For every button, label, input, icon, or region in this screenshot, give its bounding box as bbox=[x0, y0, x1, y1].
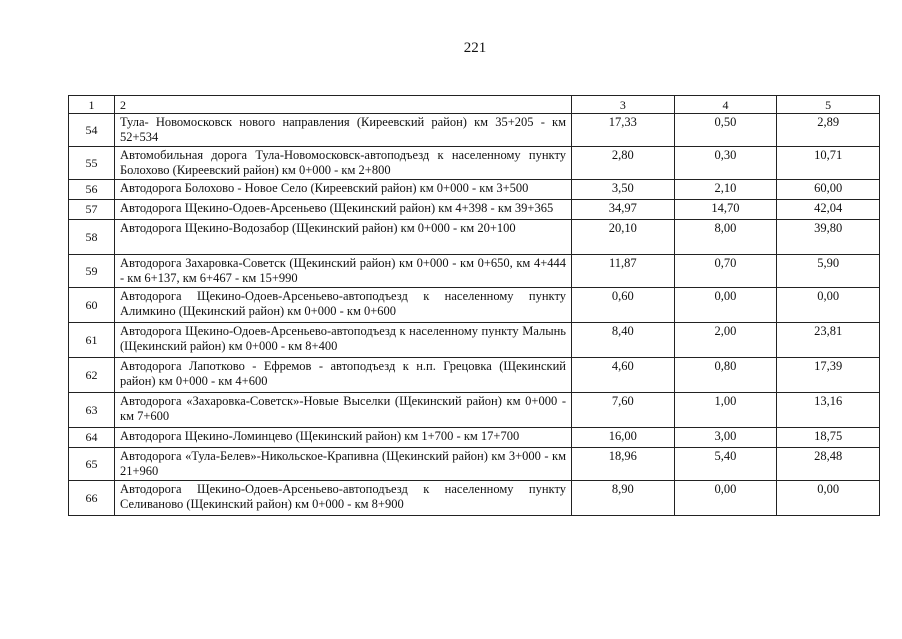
col-5-value: 0,00 bbox=[777, 288, 880, 323]
col-3-value: 20,10 bbox=[572, 220, 675, 255]
road-name: Автодорога Щекино-Одоев-Арсеньево (Щекинский район) км 4+398 - км 39+365 bbox=[115, 200, 572, 220]
table-row bbox=[69, 147, 880, 180]
row-number: 59 bbox=[69, 255, 115, 288]
table-row bbox=[69, 428, 880, 448]
road-name: Автодорога Щекино-Одоев-Арсеньево-автоподъезд к населенному пункту Алимкино (Щекинский район) км 0+000 - км 0+600 bbox=[115, 288, 572, 323]
table-row bbox=[69, 323, 880, 358]
col-5-value: 0,00 bbox=[777, 481, 880, 516]
col-3-value: 2,80 bbox=[572, 147, 675, 180]
row-number: 57 bbox=[69, 200, 115, 220]
col-3-value: 8,90 bbox=[572, 481, 675, 516]
road-name: Автодорога «Тула-Белев»-Никольское-Крапивна (Щекинский район) км 3+000 - км 21+960 bbox=[115, 448, 572, 481]
col-4-value: 0,50 bbox=[674, 114, 777, 147]
col-4-value: 8,00 bbox=[674, 220, 777, 255]
table-row bbox=[69, 393, 880, 428]
col-5-value: 60,00 bbox=[777, 180, 880, 200]
col-3-value: 3,50 bbox=[572, 180, 675, 200]
col-5-value: 5,90 bbox=[777, 255, 880, 288]
col-3-value: 17,33 bbox=[572, 114, 675, 147]
table-row bbox=[69, 114, 880, 147]
table-row bbox=[69, 180, 880, 200]
col-4-value: 5,40 bbox=[674, 448, 777, 481]
road-name: Автодорога Щекино-Ломинцево (Щекинский район) км 1+700 - км 17+700 bbox=[115, 428, 572, 448]
row-number: 65 bbox=[69, 448, 115, 481]
col-3-value: 4,60 bbox=[572, 358, 675, 393]
col-5-value: 39,80 bbox=[777, 220, 880, 255]
table-row bbox=[69, 200, 880, 220]
road-name: Автодорога Щекино-Водозабор (Щекинский район) км 0+000 - км 20+100 bbox=[115, 220, 572, 255]
row-number: 58 bbox=[69, 220, 115, 255]
row-number: 66 bbox=[69, 481, 115, 516]
col-5-value: 2,89 bbox=[777, 114, 880, 147]
col-4-value: 0,30 bbox=[674, 147, 777, 180]
road-name: Автодорога Щекино-Одоев-Арсеньево-автоподъезд к населенному пункту Малынь (Щекинский район) км 0+000 - км 8+400 bbox=[115, 323, 572, 358]
road-name: Тула- Новомосковск нового направления (Киреевский район) км 35+205 - км 52+534 bbox=[115, 114, 572, 147]
col-4-value: 0,70 bbox=[674, 255, 777, 288]
page-number: 221 bbox=[463, 40, 487, 56]
row-number: 55 bbox=[69, 147, 115, 180]
col-3-value: 11,87 bbox=[572, 255, 675, 288]
row-number: 64 bbox=[69, 428, 115, 448]
road-name: Автодорога Щекино-Одоев-Арсеньево-автоподъезд к населенному пункту Селиваново (Щекинский район) км 0+000 - км 8+900 bbox=[115, 481, 572, 516]
col-3-value: 0,60 bbox=[572, 288, 675, 323]
col-4-value: 1,00 bbox=[674, 393, 777, 428]
col-5-value: 13,16 bbox=[777, 393, 880, 428]
header-col-2: 2 bbox=[115, 96, 572, 114]
row-number: 56 bbox=[69, 180, 115, 200]
col-3-value: 16,00 bbox=[572, 428, 675, 448]
table-row bbox=[69, 255, 880, 288]
table-row bbox=[69, 358, 880, 393]
road-name: Автодорога Лапотково - Ефремов - автоподъезд к н.п. Грецовка (Щекинский район) км 0+000 - км 4+600 bbox=[115, 358, 572, 393]
col-4-value: 14,70 bbox=[674, 200, 777, 220]
road-name: Автодорога «Захаровка-Советск»-Новые Выселки (Щекинский район) км 0+000 - км 7+600 bbox=[115, 393, 572, 428]
col-5-value: 18,75 bbox=[777, 428, 880, 448]
col-4-value: 2,00 bbox=[674, 323, 777, 358]
col-5-value: 10,71 bbox=[777, 147, 880, 180]
col-3-value: 34,97 bbox=[572, 200, 675, 220]
col-4-value: 0,80 bbox=[674, 358, 777, 393]
road-name: Автодорога Болохово - Новое Село (Киреевский район) км 0+000 - км 3+500 bbox=[115, 180, 572, 200]
table-row bbox=[69, 448, 880, 481]
roads-table bbox=[68, 95, 880, 516]
table-row bbox=[69, 220, 880, 255]
col-4-value: 2,10 bbox=[674, 180, 777, 200]
header-col-4: 4 bbox=[674, 96, 777, 114]
road-name: Автомобильная дорога Тула-Новомосковск-автоподъезд к населенному пункту Болохово (Киреевский район) км 0+000 - км 2+800 bbox=[115, 147, 572, 180]
col-5-value: 17,39 bbox=[777, 358, 880, 393]
col-3-value: 7,60 bbox=[572, 393, 675, 428]
col-4-value: 0,00 bbox=[674, 288, 777, 323]
table-row bbox=[69, 481, 880, 516]
col-5-value: 42,04 bbox=[777, 200, 880, 220]
col-3-value: 18,96 bbox=[572, 448, 675, 481]
col-4-value: 3,00 bbox=[674, 428, 777, 448]
row-number: 54 bbox=[69, 114, 115, 147]
header-col-1: 1 bbox=[69, 96, 115, 114]
col-3-value: 8,40 bbox=[572, 323, 675, 358]
row-number: 60 bbox=[69, 288, 115, 323]
road-name: Автодорога Захаровка-Советск (Щекинский район) км 0+000 - км 0+650, км 4+444 - км 6+137, км 6+467 - км 15+990 bbox=[115, 255, 572, 288]
header-col-3: 3 bbox=[572, 96, 675, 114]
row-number: 62 bbox=[69, 358, 115, 393]
table-row bbox=[69, 288, 880, 323]
header-col-5: 5 bbox=[777, 96, 880, 114]
col-4-value: 0,00 bbox=[674, 481, 777, 516]
col-5-value: 28,48 bbox=[777, 448, 880, 481]
col-5-value: 23,81 bbox=[777, 323, 880, 358]
row-number: 63 bbox=[69, 393, 115, 428]
table-header-row bbox=[69, 96, 880, 114]
row-number: 61 bbox=[69, 323, 115, 358]
